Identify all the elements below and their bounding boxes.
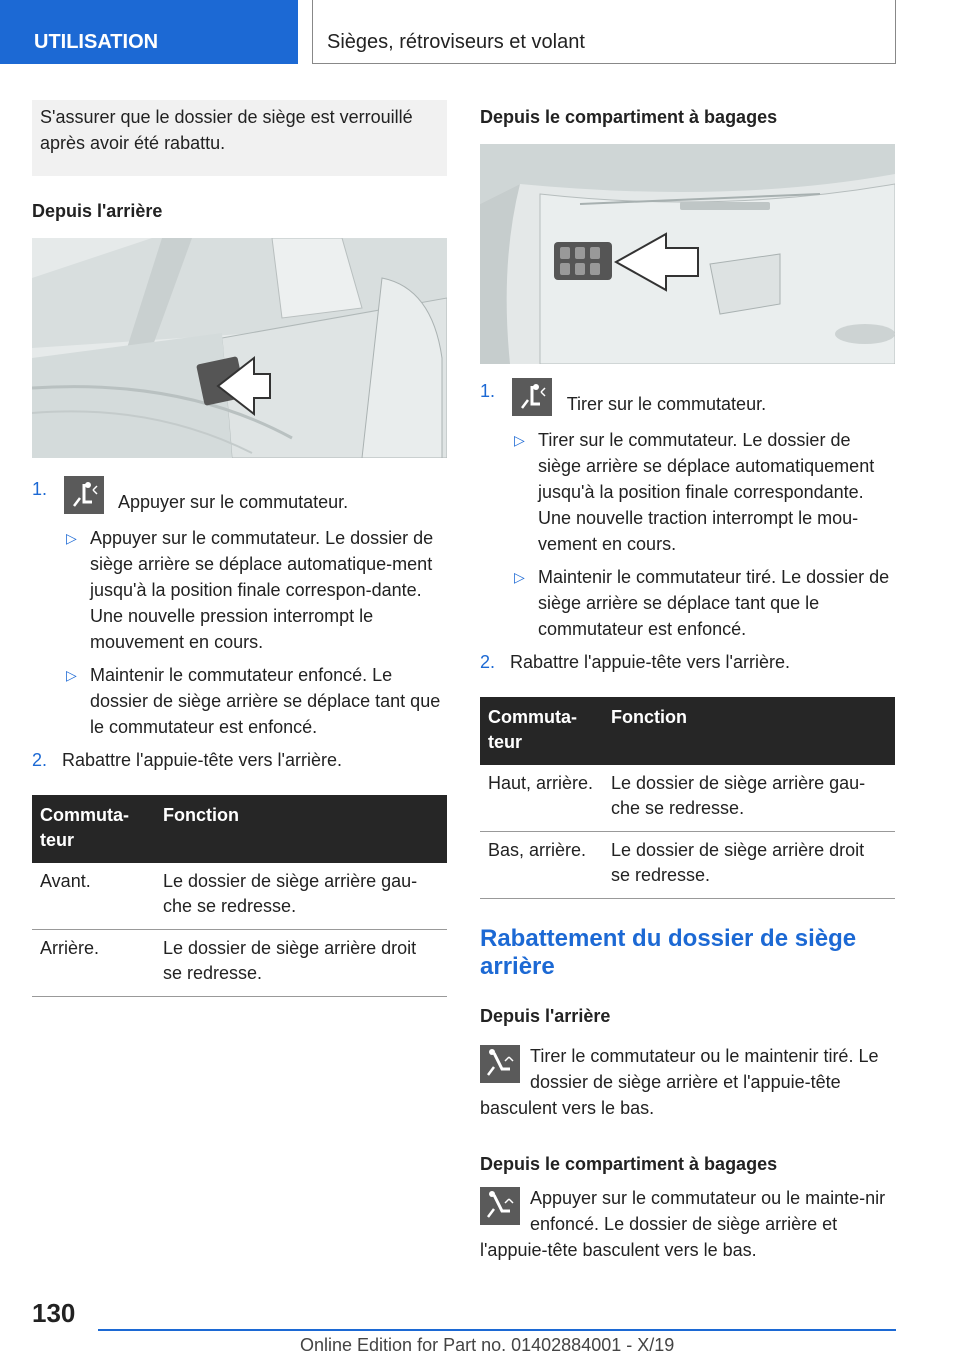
section-tab: UTILISATION [0, 0, 298, 64]
note-box: S'assurer que le dossier de siège est verrouillé après avoir été rabattu. [32, 100, 447, 176]
seat-fold-switch-icon [480, 1187, 520, 1225]
list-item: ▷ Appuyer sur le commutateur. Le dossier de siège arrière se déplace automatique-ment jusqu'à la position finale correspon-dante. Une nouvelle pression interrompt le mouvement en cours. [62, 525, 447, 655]
list-item [480, 378, 895, 642]
left-column [32, 100, 447, 997]
function-table [480, 697, 895, 899]
seat-switch-icon [512, 378, 552, 416]
step-text: Tirer sur le commutateur. [566, 394, 767, 414]
rear-steps [32, 476, 447, 773]
section-heading: Rabattement du dossier de siège arrière [480, 925, 857, 980]
step-text: Rabattre l'appuie-tête vers l'arrière. [510, 652, 791, 672]
list-item [32, 476, 447, 740]
subhead-rear-fold: Depuis l'arrière [480, 1006, 611, 1026]
subhead-trunk: Depuis le compartiment à bagages [480, 107, 778, 127]
table-cell: Arrière. [32, 930, 155, 997]
paragraph-text: Appuyer sur le commutateur ou le mainte-nir enfoncé. Le dossier de siège arrière et l'appuie-tête basculent vers le bas. [480, 1188, 886, 1260]
paragraph-text: Tirer le commutateur ou le maintenir tiré. Le dossier de siège arrière et l'appuie-tête basculent vers le bas. [480, 1046, 879, 1118]
table-row [32, 930, 447, 997]
table-row [480, 765, 895, 832]
seat-fold-switch-icon [480, 1045, 520, 1083]
edition-footer: Online Edition for Part no. 01402884001 - X/19 [300, 1335, 675, 1355]
table-cell: Le dossier de siège arrière gau-che se redresse. [155, 863, 447, 930]
sub-list [510, 427, 895, 642]
step-text: Appuyer sur le commutateur. [118, 492, 349, 512]
step-number: 2. [480, 652, 496, 672]
list-item [480, 649, 895, 675]
page-number: 130 [32, 1298, 76, 1328]
trunk-photo [480, 144, 895, 364]
list-item: ▷ Maintenir le commutateur enfoncé. Le dossier de siège arrière se déplace tant que le commutateur est enfoncé. [62, 662, 447, 740]
sub-list [62, 525, 447, 740]
table-row [480, 832, 895, 899]
table-cell: Avant. [32, 863, 155, 930]
rear-fold-paragraph [480, 1043, 895, 1121]
table-cell: Le dossier de siège arrière droit se redresse. [603, 832, 895, 899]
chapter-title: Sièges, rétroviseurs et volant [312, 0, 896, 64]
table-cell: Le dossier de siège arrière droit se redresse. [155, 930, 447, 997]
list-item [32, 747, 447, 773]
subhead-rear: Depuis l'arrière [32, 201, 163, 221]
table-cell: Bas, arrière. [480, 832, 603, 899]
function-table [32, 795, 447, 997]
column-header: Commuta-teur [480, 697, 603, 765]
step-number: 1. [32, 479, 48, 499]
table-cell: Le dossier de siège arrière gau-che se redresse. [603, 765, 895, 832]
subhead-trunk-fold: Depuis le compartiment à bagages [480, 1154, 778, 1174]
footer-divider [98, 1329, 896, 1331]
list-item: ▷ Tirer sur le commutateur. Le dossier de siège arrière se déplace automatiquement jusqu'à la position finale correspondante. Une nouvelle traction interrompt le mou-vement en cours. [510, 427, 895, 557]
triangle-bullet-icon: ▷ [66, 667, 77, 683]
trunk-steps [480, 378, 895, 675]
table-header-row [480, 697, 895, 765]
step-text: Rabattre l'appuie-tête vers l'arrière. [62, 750, 343, 770]
column-header: Commuta-teur [32, 795, 155, 863]
seat-switch-icon [64, 476, 104, 514]
rear-seat-photo [32, 238, 447, 458]
triangle-bullet-icon: ▷ [66, 530, 77, 546]
table-header-row [32, 795, 447, 863]
step-number: 1. [480, 381, 496, 401]
right-column [480, 104, 895, 1263]
trunk-fold-paragraph [480, 1185, 895, 1263]
table-row [32, 863, 447, 930]
table-cell: Haut, arrière. [480, 765, 603, 832]
column-header: Fonction [603, 697, 895, 765]
triangle-bullet-icon: ▷ [514, 569, 525, 585]
list-item: ▷ Maintenir le commutateur tiré. Le dossier de siège arrière se déplace tant que le commutateur est enfoncé. [510, 564, 895, 642]
triangle-bullet-icon: ▷ [514, 432, 525, 448]
column-header: Fonction [155, 795, 447, 863]
step-number: 2. [32, 750, 48, 770]
